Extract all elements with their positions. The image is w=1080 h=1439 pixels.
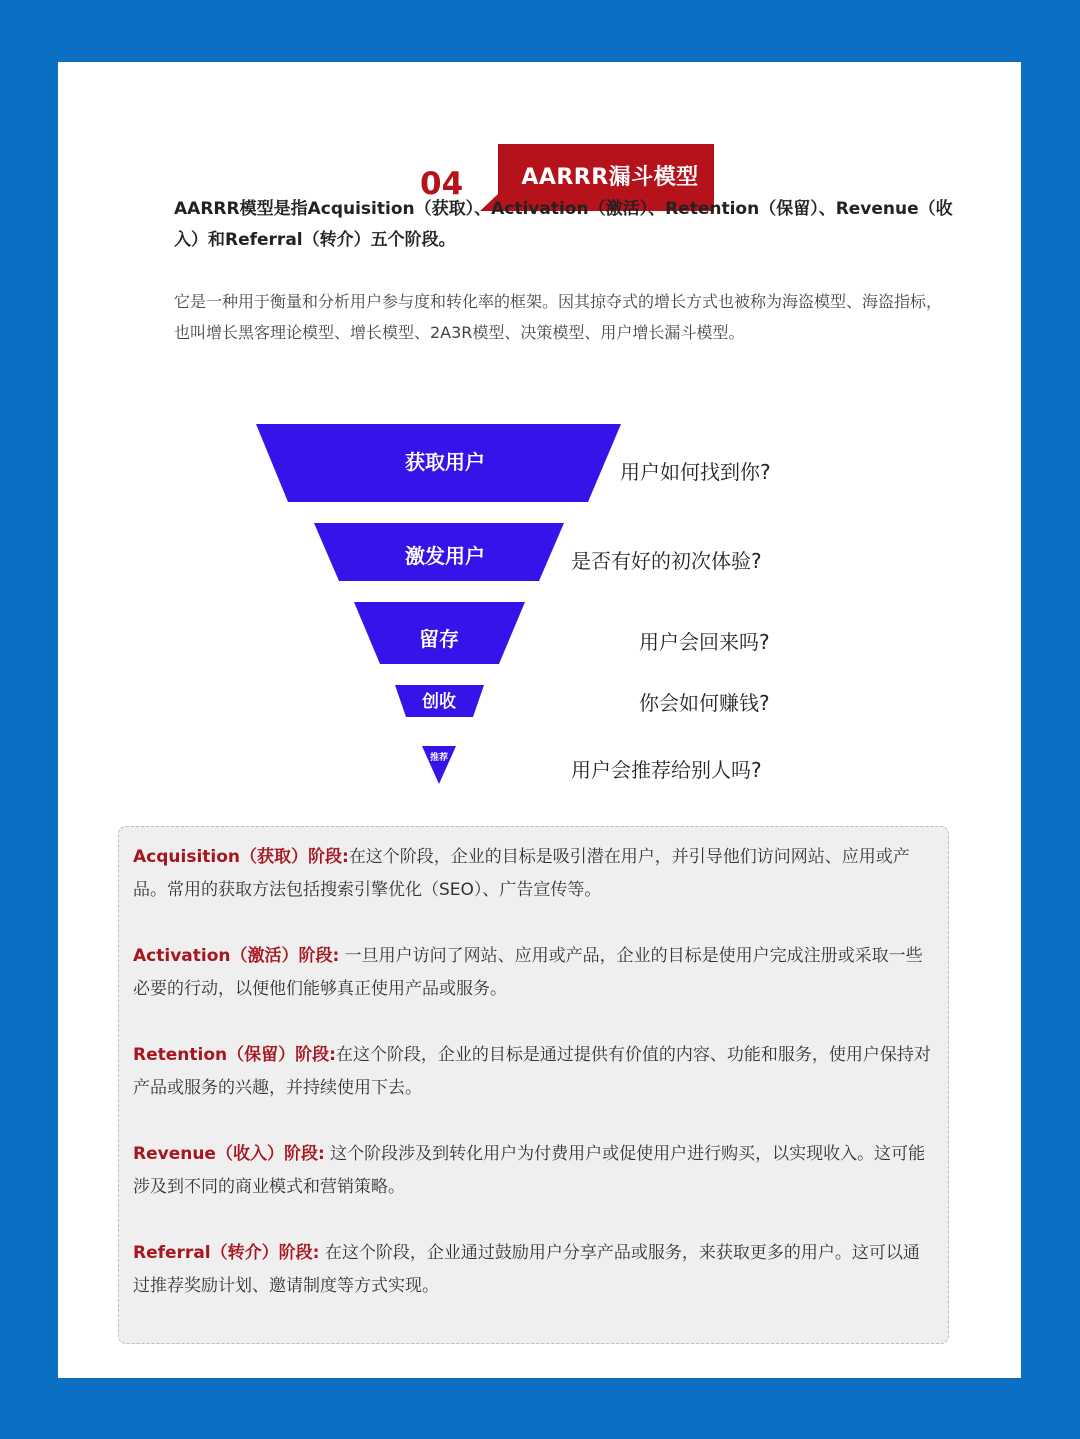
funnel-label-revenue: 创收	[422, 692, 456, 712]
note-lead: Retention（保留）阶段:	[133, 1045, 336, 1065]
note-lead: Acquisition（获取）阶段:	[133, 847, 349, 867]
funnel-label-referral: 推荐	[429, 753, 449, 763]
intro-text: AARRR模型是指Acquisition（获取）、Activation（激活）、Retention（保留）、Revenue（收入）和Referral（转介）五个阶段。	[174, 199, 953, 250]
funnel-question-activation: 是否有好的初次体验?	[571, 549, 762, 573]
funnel-question-acquisition: 用户如何找到你?	[620, 460, 771, 484]
note-text: 在这个阶段，企业的目标是通过提供有价值的内容、功能和服务，使用户保持对产品或服务的兴趣，并持续使用下去。	[133, 1045, 931, 1098]
funnel-question-revenue: 你会如何赚钱?	[639, 691, 770, 715]
description-text: 它是一种用于衡量和分析用户参与度和转化率的框架。因其掠夺式的增长方式也被称为海盗模型、海盗指标，也叫增长黑客理论模型、增长模型、2A3R模型、决策模型、用户增长漏斗模型。	[174, 292, 943, 342]
funnel-label-activation: 激发用户	[405, 544, 485, 568]
note-acquisition	[133, 841, 934, 907]
funnel-question-referral: 用户会推荐给别人吗?	[571, 758, 762, 782]
content-card	[58, 62, 1021, 1378]
note-activation	[133, 940, 934, 1006]
section-title: AARRR漏斗模型	[521, 165, 699, 190]
note-retention	[133, 1039, 934, 1105]
note-text: 这个阶段涉及到转化用户为付费用户或促使用户进行购买，以实现收入。这可能涉及到不同的商业模式和营销策略。	[133, 1144, 926, 1197]
funnel-stage-referral	[422, 746, 456, 784]
note-text: 在这个阶段，企业通过鼓励用户分享产品或服务，来获取更多的用户。这可以通过推荐奖励计划、邀请制度等方式实现。	[133, 1243, 920, 1296]
funnel-diagram	[58, 62, 1021, 862]
note-text: 一旦用户访问了网站、应用或产品，企业的目标是使用户完成注册或采取一些必要的行动，以便他们能够真正使用产品或服务。	[133, 946, 923, 999]
note-lead: Referral（转介）阶段:	[133, 1243, 320, 1263]
funnel-label-retention: 留存	[419, 627, 459, 651]
funnel-question-retention: 用户会回来吗?	[639, 630, 770, 654]
section-number: 04	[420, 166, 464, 202]
funnel-label-acquisition: 获取用户	[405, 450, 485, 474]
note-revenue	[133, 1138, 934, 1204]
note-text: 在这个阶段，企业的目标是吸引潜在用户，并引导他们访问网站、应用或产品。常用的获取方法包括搜索引擎优化（SEO）、广告宣传等。	[133, 847, 910, 900]
note-lead: Revenue（收入）阶段:	[133, 1144, 325, 1164]
note-lead: Activation（激活）阶段:	[133, 946, 340, 966]
stage-notes-box	[118, 826, 949, 1344]
note-referral	[133, 1237, 934, 1303]
